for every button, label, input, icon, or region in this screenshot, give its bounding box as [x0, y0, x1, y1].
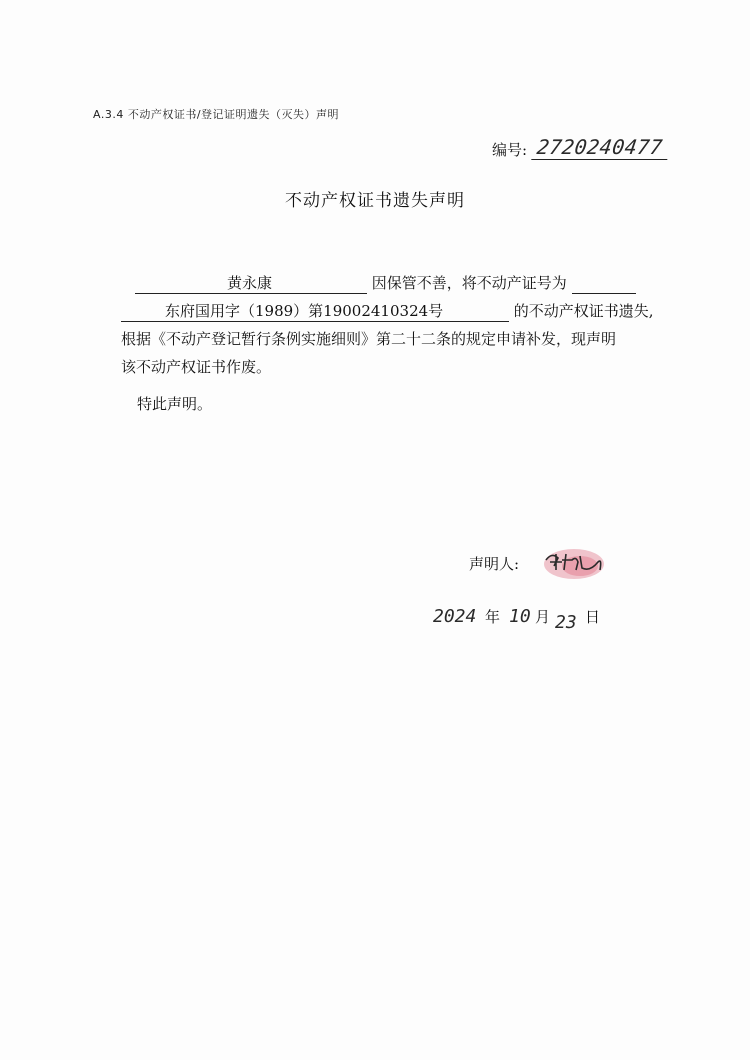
serial-number-row — [492, 130, 669, 160]
body-line-4: 该不动产权证书作废。 — [121, 358, 272, 376]
certificate-number-field: 东府国用字（1989）第19002410324号 — [121, 301, 509, 322]
closing-statement: 特此声明。 — [137, 395, 213, 413]
cert-field-lead — [572, 273, 636, 294]
date-day: 23 — [555, 612, 577, 633]
body-line-2 — [121, 300, 654, 322]
body-text-after-cert: 的不动产权证书遗失, — [513, 302, 654, 320]
serial-handwritten-value: 2720240477 — [531, 135, 671, 160]
body-text-after-name: 因保管不善，将不动产证号为 — [371, 274, 567, 292]
document-title: 不动产权证书遗失声明 — [285, 191, 465, 211]
date-month: 10 — [509, 606, 531, 627]
declarant-label: 声明人: — [469, 555, 520, 573]
serial-label: 编号: — [492, 141, 528, 159]
handwritten-signature — [540, 540, 610, 580]
date-year-unit: 年 — [485, 608, 501, 626]
date-month-unit: 月 — [535, 608, 551, 626]
owner-name-field: 黄永康 — [135, 273, 367, 294]
body-line-3: 根据《不动产登记暂行条例实施细则》第二十二条的规定申请补发，现声明 — [121, 330, 617, 348]
date-year: 2024 — [433, 606, 477, 627]
date-day-unit: 日 — [585, 608, 601, 626]
form-reference: A.3.4 不动产权证书/登记证明遗失（灭失）声明 — [93, 108, 340, 121]
body-line-1 — [135, 272, 636, 294]
